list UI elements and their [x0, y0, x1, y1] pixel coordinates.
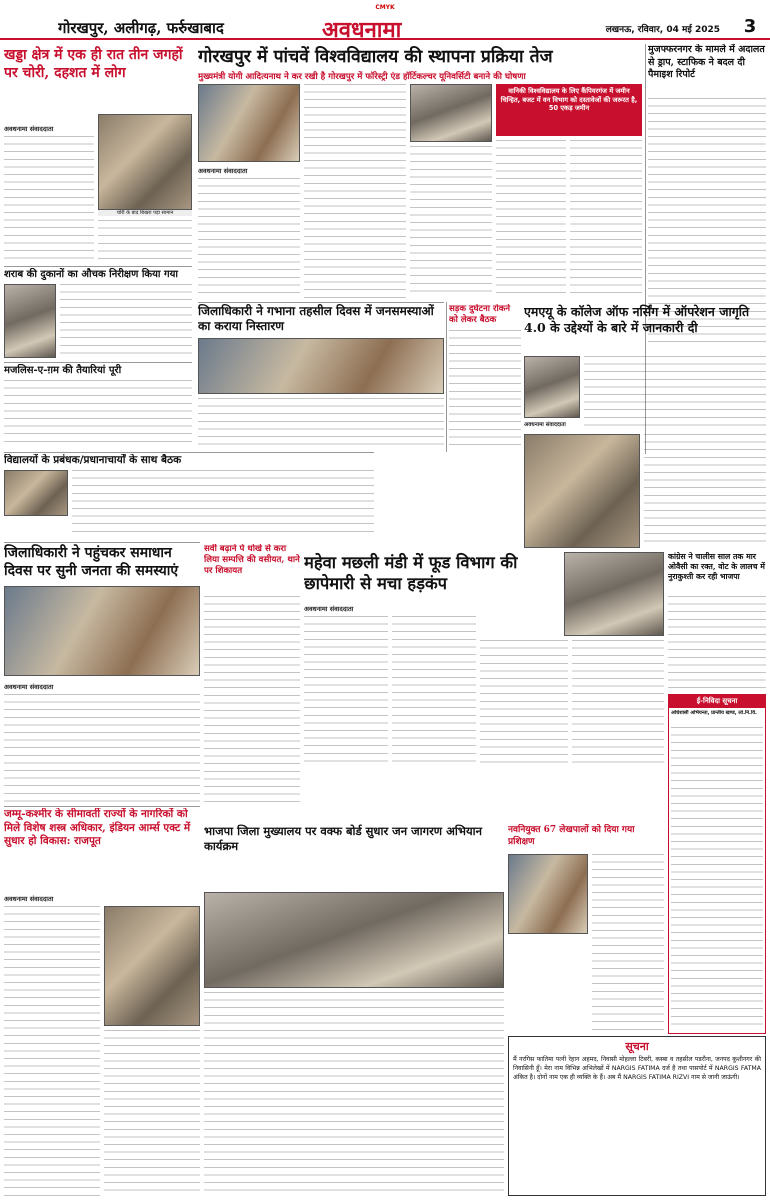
- sarvi-story: [204, 544, 300, 804]
- divider: [4, 362, 192, 363]
- nursing-story: [524, 304, 766, 550]
- nursing-photo-2: [524, 434, 640, 548]
- waqf-photo: [204, 892, 504, 988]
- nursing-byline: अवधनामा संवाददाता: [524, 422, 566, 428]
- liquor-photo: [4, 284, 56, 358]
- waqf-text: [204, 992, 504, 1196]
- students-headline: नवनियुक्त 67 लेखपालों को दिया गया प्रशिक्षण: [508, 825, 635, 847]
- dm-samadhan-2-body: [4, 694, 200, 802]
- dm-samadhan-1-body: [198, 398, 444, 448]
- road-safety-story: [449, 304, 521, 450]
- students-story: [508, 824, 664, 1034]
- theft-story: [4, 44, 192, 266]
- notice-box: [508, 1036, 766, 1196]
- sarvi-headline: सर्वी बढ़ाने पे धोखे से करा लिया सम्पत्ति की वसीयत, थाने पर शिकायत: [204, 544, 300, 576]
- road-safety-headline: सड़क दुर्घटना रोकने को लेकर बैठक: [449, 304, 511, 325]
- theft-photo: [98, 114, 192, 210]
- fish-market-body-1: [304, 616, 388, 768]
- students-body: [592, 854, 664, 1032]
- congress-story: [668, 552, 766, 692]
- fish-market-byline: अवधनामा संवाददाता: [304, 605, 354, 613]
- fish-market-body-4: [572, 640, 664, 768]
- fish-market-body-3: [480, 640, 568, 768]
- university-highlight-text: वानिकी विश्वविद्यालय के लिए कैंपियरगंज में जमीन चिन्हित, बजट में वन विभाग को दस्तावेजों की जरूरत है, 50 एकड़ जमीन: [500, 87, 638, 113]
- theft-body-2: [98, 220, 192, 264]
- fish-market-headline: महेवा मछली मंडी में फूड विभाग की छापेमारी से मचा हड़कंप: [304, 553, 518, 593]
- color-badge: [370, 4, 400, 14]
- jk-headline: जम्मू-कश्मीर के सीमावर्ती राज्यों के नागरिकों को मिले विशेष शस्त्र अधिकार, इंडियन आर्म्स एक्ट में सुधार हो विकास: राजपूत: [4, 808, 191, 847]
- theft-caption: चोरी के बाद बिखरा पड़ा सामान: [98, 210, 192, 216]
- congress-body: [668, 596, 766, 690]
- waqf-story: [204, 824, 504, 888]
- nursing-photo: [524, 356, 580, 418]
- liquor-body: [60, 284, 192, 358]
- jk-body: [4, 906, 100, 1196]
- color-badge-text: CMYK: [375, 4, 395, 11]
- dm-samadhan-2-headline: जिलाधिकारी ने पहुंचकर समाधान दिवस पर सुनी जनता की समस्याएं: [4, 545, 179, 579]
- university-body-3: [410, 146, 492, 298]
- dm-samadhan-2-byline: अवधनामा संवाददाता: [4, 683, 54, 691]
- mumbai-story: [648, 44, 766, 344]
- majlis-headline: मजलिस-ए-ग़म की तैयारियां पूरी: [4, 365, 122, 376]
- divider: [4, 806, 200, 807]
- tender-office: अधिशासी अभियन्ता, प्रान्तीय खण्ड, लो.नि.वि.: [671, 710, 757, 716]
- school-body: [72, 470, 374, 538]
- sarvi-body: [204, 596, 300, 802]
- theft-byline: अवधनामा संवाददाता: [4, 125, 54, 133]
- notice-title: सूचना: [625, 1040, 649, 1053]
- university-byline: अवधनामा संवाददाता: [198, 167, 248, 175]
- road-safety-body: [449, 330, 521, 448]
- divider: [4, 452, 374, 453]
- congress-headline: कांग्रेस ने चालीस साल तक मार ओवैसी का रक्त, वोट के लालच में नुराकुश्ती कर रही भाजपा: [668, 552, 765, 581]
- tender-body: [671, 727, 763, 1031]
- liquor-headline: शराब की दुकानों का औचक निरीक्षण किया गया: [4, 269, 178, 280]
- divider: [446, 302, 447, 452]
- university-body-1: [198, 178, 300, 298]
- university-body-5: [570, 140, 642, 298]
- tender-box: [668, 694, 766, 1034]
- university-photo: [198, 84, 300, 162]
- theft-body: [4, 136, 94, 264]
- fish-market-story: [304, 552, 664, 822]
- nursing-body-2: [644, 434, 766, 548]
- school-photo: [4, 470, 68, 516]
- divider: [4, 266, 192, 267]
- page-number: 3: [743, 16, 757, 37]
- university-highlight: [496, 84, 642, 136]
- majlis-body: [4, 380, 192, 448]
- jk-byline: अवधनामा संवाददाता: [4, 895, 54, 903]
- mumbai-headline: मुजफ्फरनगर के मामले में अदालत से ड्राप, स्टाफिक ने बदल दी पैमाइश रिपोर्ट: [648, 44, 765, 80]
- tender-title: ई-निविदा सूचना: [669, 695, 765, 708]
- fish-market-photo: [564, 552, 664, 636]
- university-body-2: [304, 84, 406, 298]
- dm-samadhan-1-headline: जिलाधिकारी ने गभाना तहसील दिवस में जनसमस्याओं का कराया निस्तारण: [198, 304, 434, 333]
- date-line: लखनऊ, रविवार, 04 मई 2025: [605, 25, 720, 35]
- jk-body-2: [104, 1030, 200, 1196]
- jk-story: [4, 808, 200, 1198]
- dm-samadhan-2-photo: [4, 586, 200, 676]
- university-body-4: [496, 140, 566, 298]
- divider: [198, 302, 444, 303]
- liquor-story: [4, 268, 192, 360]
- dm-samadhan-1-story: [198, 304, 444, 450]
- waqf-headline: भाजपा जिला मुख्यालय पर वक्फ बोर्ड सुधार जन जागरण अभियान कार्यक्रम: [204, 824, 482, 853]
- school-story: [4, 454, 374, 540]
- majlis-story: [4, 364, 192, 450]
- waqf-body: [204, 892, 504, 1198]
- jk-photo: [104, 906, 200, 1026]
- paper-name: अवधनामा: [322, 17, 402, 40]
- notice-body: मैं नरगिस फातिमा पत्नी रेहान अहमद, निवासी मोहल्ला टिबरी, कस्बा व तहसील पडरौना, जनपद कुशीनगर की निवासिनी हूँ। मेरा नाम विभिन्न अभिलेखों में NARGIS FATIMA दर्ज है तथा पासपोर्ट में NARGIS FATMA अंकित है। दोनों नाम एक ही व्यक्ति के हैं। अब मैं NARGIS FATIMA RIZVI नाम से जानी जाऊंगी।: [513, 1056, 761, 1081]
- dm-samadhan-2-story: [4, 544, 200, 804]
- students-photo: [508, 854, 588, 934]
- divider: [4, 542, 200, 543]
- masthead: [0, 14, 770, 40]
- nursing-headline: एमएयू के कॉलेज ऑफ नर्सिंग में ऑपरेशन जागृति 4.0 के उद्देश्यों के बारे में जानकारी दी: [524, 304, 750, 335]
- nursing-body: [584, 356, 766, 428]
- theft-headline: खड्डा क्षेत्र में एक ही रात तीन जगहों पर चोरी, दहशत में लोग: [4, 47, 183, 81]
- university-story: [198, 44, 642, 300]
- dm-samadhan-1-photo: [198, 338, 444, 394]
- university-headline: गोरखपुर में पांचवें विश्वविद्यालय की स्थापना प्रक्रिया तेज: [198, 47, 553, 67]
- university-photo-2: [410, 84, 492, 142]
- university-subhead: मुख्यमंत्री योगी आदित्यनाथ ने कर रखी है गोरखपुर में फॉरेस्ट्री एंड हॉर्टिकल्चर यूनिवर्सिटी बनाने की घोषणा: [198, 72, 526, 82]
- school-headline: विद्यालयों के प्रबंधक/प्रधानाचार्यों के साथ बैठक: [4, 454, 182, 466]
- fish-market-body-2: [392, 616, 476, 768]
- edition-cities: गोरखपुर, अलीगढ़, फर्रुखाबाद: [58, 19, 224, 37]
